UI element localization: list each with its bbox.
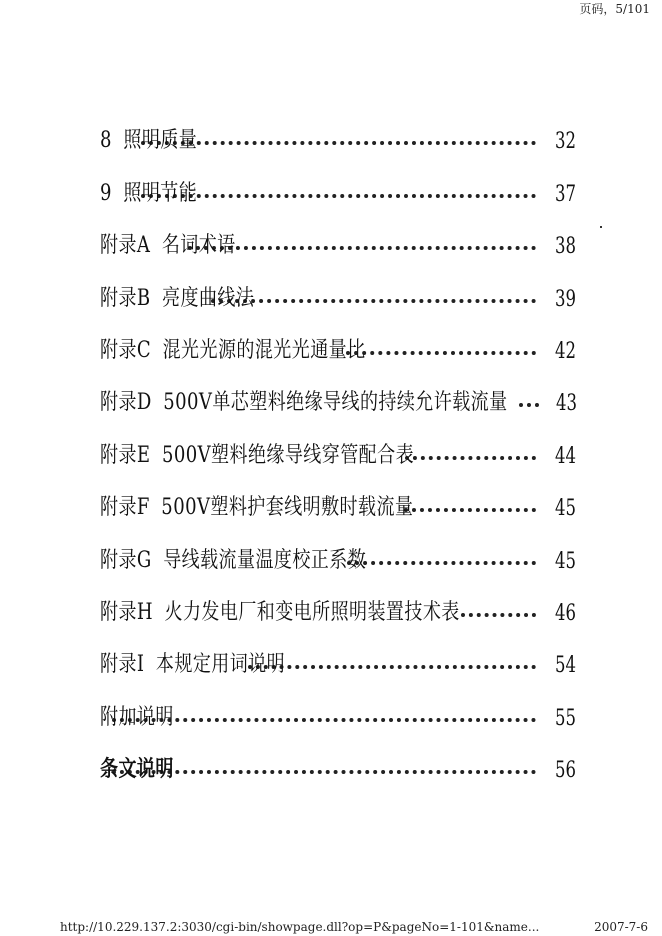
toc-entry-prefix: 9 — [100, 180, 112, 206]
toc-entry-prefix: 附录H — [100, 599, 154, 625]
toc-entry-label — [100, 228, 236, 259]
toc-entry-page: 43 — [556, 391, 578, 417]
toc-entry-prefix: 附录D — [100, 390, 152, 416]
toc-entry-page: 54 — [555, 653, 576, 679]
toc-entry-label — [100, 281, 254, 312]
toc-entry-prefix: 附录B — [100, 285, 151, 311]
toc-entry-prefix: 附录G — [100, 547, 152, 573]
toc-entry-additional-notes — [100, 684, 576, 736]
toc-entry-page: 38 — [555, 234, 576, 260]
toc-entry-page: 37 — [555, 181, 576, 207]
toc-entry-page: 39 — [555, 286, 576, 312]
toc-entry-label — [100, 700, 174, 731]
footer-date: 2007-7-6 — [594, 920, 648, 934]
toc-entry-8 — [100, 108, 576, 160]
toc-entry-label — [100, 752, 174, 783]
toc-entry-title: 500V塑料护套线明敷时载流量 — [161, 495, 414, 521]
toc-entry-appendix-d — [100, 370, 576, 422]
toc-entry-title: 混光光源的混光光通量比 — [162, 337, 366, 363]
toc-entry-page: 45 — [555, 496, 576, 522]
footer-url: http://10.229.137.2:3030/cgi-bin/showpage.dll?op=P&pageNo=1-101&name... — [60, 920, 540, 934]
dot-leader — [405, 456, 536, 460]
toc-entry-appendix-i — [100, 632, 576, 684]
toc-entry-page: 32 — [555, 129, 576, 155]
toc-entry-label — [100, 595, 460, 626]
toc-entry-title: 名词术语 — [161, 233, 236, 259]
toc-entry-page: 44 — [555, 443, 576, 469]
toc-entry-title: 附加说明 — [100, 704, 174, 730]
dot-leader — [112, 770, 536, 774]
toc-entry-appendix-b — [100, 265, 576, 317]
toc-entry-label — [100, 543, 366, 574]
toc-entry-label — [100, 438, 414, 469]
dot-leader — [141, 194, 536, 198]
dot-leader — [112, 718, 536, 722]
toc-entry-page: 46 — [555, 600, 576, 626]
toc-entry-label — [100, 490, 413, 521]
dot-leader — [188, 246, 536, 250]
toc-entry-page: 56 — [555, 758, 576, 784]
dot-leader — [211, 299, 536, 303]
toc-entry-prefix: 8 — [100, 128, 112, 154]
toc-entry-title: 导线载流量温度校正系数 — [163, 547, 367, 573]
toc-entry-title: 亮度曲线法 — [162, 285, 255, 311]
toc-entry-appendix-h — [100, 580, 576, 632]
toc-entry-title: 照明质量 — [123, 128, 198, 154]
toc-entry-clause-explanation — [100, 737, 576, 789]
toc-entry-label — [100, 176, 197, 207]
toc-entry-9 — [100, 160, 576, 212]
toc-entry-prefix: 附录C — [100, 337, 152, 363]
toc-entry-prefix: 附录A — [100, 233, 151, 259]
toc-entry-label — [100, 333, 366, 364]
toc-entry-page: 42 — [555, 338, 576, 364]
toc-entry-appendix-f — [100, 475, 576, 527]
toc-entry-title: 条文说明 — [100, 756, 174, 783]
toc-entry-page: 45 — [555, 548, 576, 574]
toc-entry-appendix-e — [100, 422, 576, 474]
dot-leader — [404, 508, 536, 512]
toc-entry-title: 500V塑料绝缘导线穿管配合表 — [161, 442, 415, 468]
toc-entry-prefix: 附录I — [100, 652, 145, 678]
toc-entry-title: 火力发电厂和变电所照明装置技术表 — [164, 599, 460, 625]
toc-entry-appendix-c — [100, 318, 576, 370]
dot-leader — [347, 561, 536, 565]
toc-entry-label — [100, 647, 285, 678]
table-of-contents — [100, 108, 576, 789]
toc-entry-prefix: 附录F — [100, 495, 150, 521]
dot-leader — [461, 613, 536, 617]
page-indicator: 页码，5/101 — [579, 2, 650, 16]
toc-entry-appendix-a — [100, 213, 576, 265]
dot-leader — [346, 351, 536, 355]
dot-leader — [519, 403, 539, 407]
toc-entry-title: 本规定用词说明 — [155, 652, 286, 678]
dot-leader — [141, 141, 536, 145]
toc-entry-appendix-g — [100, 527, 576, 579]
toc-entry-title: 照明节能 — [123, 180, 198, 206]
toc-entry-label — [100, 385, 508, 416]
scan-speck — [600, 226, 602, 228]
toc-entry-label — [100, 123, 197, 154]
toc-entry-page: 55 — [555, 705, 576, 731]
toc-entry-title: 500V单芯塑料绝缘导线的持续允许载流量 — [163, 390, 508, 416]
dot-leader — [248, 665, 536, 669]
toc-entry-prefix: 附录E — [100, 442, 151, 468]
